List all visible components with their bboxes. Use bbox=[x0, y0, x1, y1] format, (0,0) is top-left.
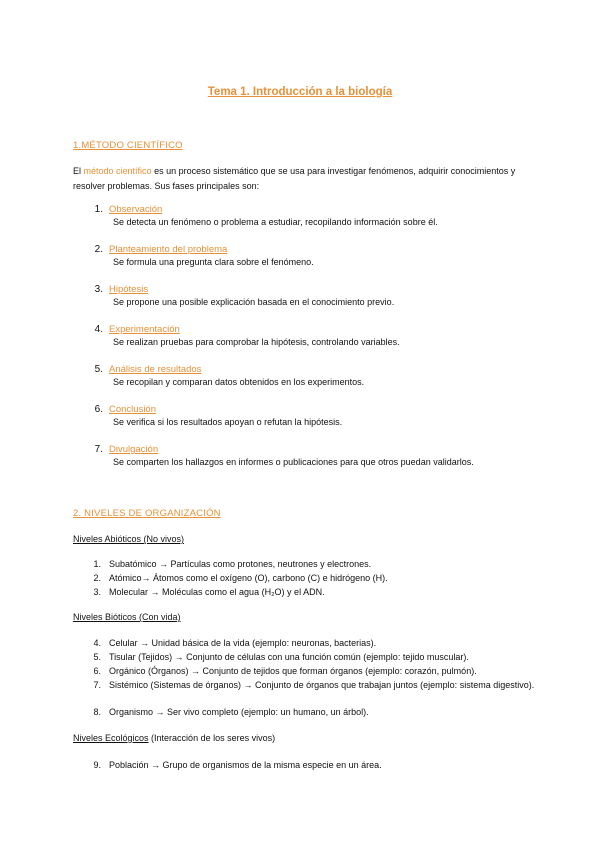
list-number: 6. bbox=[93, 666, 101, 676]
section-heading-metodo: 1.MÉTODO CIENTÍFICO bbox=[73, 140, 183, 151]
intro-rest: es un proceso sistemático que se usa para investigar fenómenos, adquirir conocimientos y resolver problemas. Sus fases principales son: bbox=[73, 166, 516, 191]
step-name: Planteamiento del problema bbox=[109, 244, 228, 255]
step-description: Se detecta un fenómeno o problema a estudiar, recopilando información sobre él. bbox=[113, 217, 438, 227]
step-description: Se comparten los hallazgos en informes o publicaciones para que otros puedan validarlos. bbox=[113, 457, 474, 467]
section-heading-niveles: 2. NIVELES DE ORGANIZACIÓN bbox=[73, 508, 221, 519]
list-text: Atómico→ Átomos como el oxígeno (O), carbono (C) e hidrógeno (H). bbox=[109, 573, 388, 583]
document-title: Tema 1. Introducción a la biología bbox=[207, 86, 393, 98]
list-number: 7. bbox=[93, 680, 101, 690]
step-name: Observación bbox=[109, 204, 163, 215]
intro-prefix: El bbox=[73, 166, 84, 176]
step-number: 2. bbox=[94, 244, 103, 255]
intro-paragraph bbox=[73, 164, 533, 194]
subheading-label: Niveles Bióticos (Con vida) bbox=[73, 612, 181, 622]
list-number: 1. bbox=[93, 559, 101, 569]
step-number: 4. bbox=[94, 324, 103, 335]
step-number: 3. bbox=[94, 284, 103, 295]
step-description: Se verifica si los resultados apoyan o refutan la hipótesis. bbox=[113, 417, 343, 427]
subheading-label: Niveles Abióticos (No vivos) bbox=[73, 534, 185, 544]
step-description: Se realizan pruebas para comprobar la hipótesis, controlando variables. bbox=[113, 337, 400, 347]
step-name: Hipótesis bbox=[109, 284, 149, 295]
list-number: 4. bbox=[93, 638, 101, 648]
step-number: 5. bbox=[94, 364, 103, 375]
list-text: Organismo → Ser vivo completo (ejemplo: un humano, un árbol). bbox=[109, 707, 369, 717]
list-text: Tisular (Tejidos) → Conjunto de células con una función común (ejemplo: tejido muscular). bbox=[109, 652, 469, 662]
subheading-ecologicos bbox=[73, 733, 275, 743]
step-name: Análisis de resultados bbox=[109, 364, 202, 375]
step-description: Se propone una posible explicación basada en el conocimiento previo. bbox=[113, 297, 395, 307]
list-text: Celular → Unidad básica de la vida (ejemplo: neuronas, bacterias). bbox=[109, 638, 377, 648]
list-text: Población → Grupo de organismos de la misma especie en un área. bbox=[109, 760, 382, 770]
subheading-label: Niveles Ecológicos bbox=[73, 733, 149, 743]
step-name: Experimentación bbox=[109, 324, 180, 335]
list-text: Orgánico (Órganos) → Conjunto de tejidos que forman órganos (ejemplo: corazón, pulmón). bbox=[109, 666, 477, 676]
subheading-label-rest: (Interacción de los seres vivos) bbox=[148, 733, 276, 743]
step-name: Divulgación bbox=[109, 444, 159, 455]
list-number: 8. bbox=[93, 707, 101, 717]
list-number: 5. bbox=[93, 652, 101, 662]
step-description: Se formula una pregunta clara sobre el fenómeno. bbox=[113, 257, 314, 267]
list-number: 2. bbox=[93, 573, 101, 583]
step-number: 7. bbox=[94, 444, 103, 455]
list-text: Molecular → Moléculas como el agua (H₂O) y el ADN. bbox=[109, 587, 325, 597]
subheading-bioticos bbox=[73, 612, 181, 622]
list-number: 9. bbox=[93, 760, 101, 770]
step-description: Se recopilan y comparan datos obtenidos en los experimentos. bbox=[113, 377, 365, 387]
list-text: Subatómico → Partículas como protones, neutrones y electrones. bbox=[109, 559, 372, 569]
subheading-abioticos bbox=[73, 534, 184, 544]
step-number: 6. bbox=[94, 404, 103, 415]
list-text: Sistémico (Sistemas de órganos) → Conjunto de órganos que trabajan juntos (ejemplo: sistema digestivo). bbox=[109, 680, 535, 690]
step-number: 1. bbox=[94, 204, 103, 215]
step-name: Conclusión bbox=[109, 404, 156, 415]
intro-keyword: método científico bbox=[83, 166, 152, 176]
list-number: 3. bbox=[93, 587, 101, 597]
